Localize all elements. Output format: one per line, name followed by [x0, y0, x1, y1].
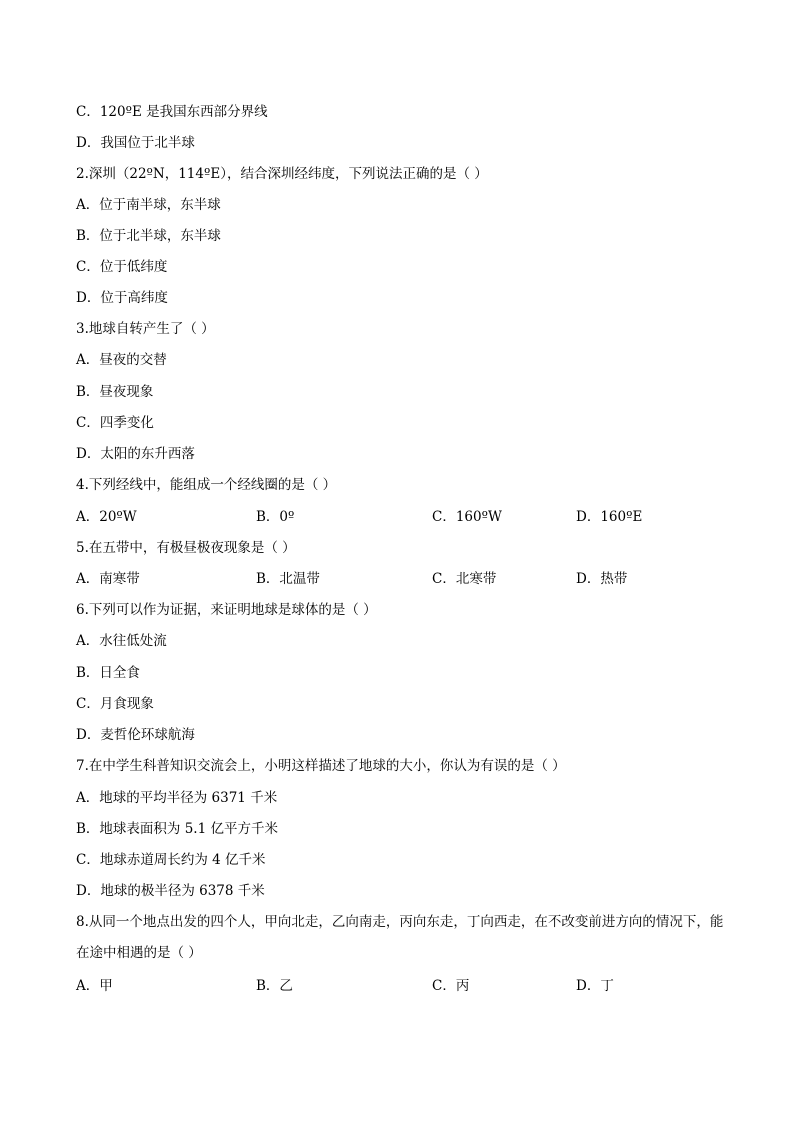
- q1-option-d: D．我国位于北半球: [76, 135, 195, 151]
- q8-option-a: A．甲: [76, 978, 113, 994]
- q4-option-c: C．160ºW: [432, 509, 502, 525]
- q8-option-d: D．丁: [576, 978, 614, 994]
- q3-option-a: A．昼夜的交替: [76, 352, 167, 368]
- q6-option-b: B．日全食: [76, 665, 140, 681]
- question-3: 3.地球自转产生了（ ）: [76, 321, 215, 337]
- q8-option-c: C．丙: [432, 978, 470, 994]
- question-5: 5.在五带中，有极昼极夜现象是（ ）: [76, 540, 296, 556]
- q4-option-a: A．20ºW: [76, 509, 137, 525]
- q7-option-d: D．地球的极半径为 6378 千米: [76, 883, 265, 899]
- q5-option-c: C．北寒带: [432, 571, 497, 587]
- q6-option-c: C．月食现象: [76, 696, 154, 712]
- q2-option-a: A．位于南半球，东半球: [76, 197, 221, 213]
- q5-option-b: B．北温带: [256, 571, 320, 587]
- q7-option-b: B．地球表面积为 5.1 亿平方千米: [76, 821, 278, 837]
- q8-option-b: B．乙: [256, 978, 293, 994]
- q5-option-a: A．南寒带: [76, 571, 140, 587]
- q6-option-d: D．麦哲伦环球航海: [76, 727, 195, 743]
- q3-option-b: B．昼夜现象: [76, 384, 154, 400]
- q3-option-d: D．太阳的东升西落: [76, 446, 195, 462]
- q5-options: [76, 569, 736, 589]
- q6-option-a: A．水往低处流: [76, 633, 167, 649]
- q4-option-d: D．160ºE: [576, 509, 643, 525]
- q8-options: [76, 976, 736, 996]
- question-2: 2.深圳（22ºN，114ºE），结合深圳经纬度，下列说法正确的是（ ）: [76, 166, 488, 182]
- q5-option-d: D．热带: [576, 571, 628, 587]
- q3-option-c: C．四季变化: [76, 415, 154, 431]
- q4-options: [76, 507, 736, 527]
- q7-option-c: C．地球赤道周长约为 4 亿千米: [76, 852, 266, 868]
- q2-option-c: C．位于低纬度: [76, 259, 168, 275]
- question-7: 7.在中学生科普知识交流会上，小明这样描述了地球的大小，你认为有误的是（ ）: [76, 758, 566, 774]
- q4-option-b: B．0º: [256, 509, 295, 525]
- question-8: 8.从同一个地点出发的四个人，甲向北走，乙向南走，丙向东走，丁向西走，在不改变前进方向的情况下，能在途中相遇的是（ ）: [76, 914, 724, 961]
- question-4: 4.下列经线中，能组成一个经线圈的是（ ）: [76, 477, 337, 493]
- q2-option-d: D．位于高纬度: [76, 290, 168, 306]
- q2-option-b: B．位于北半球，东半球: [76, 228, 221, 244]
- q1-option-c: C．120ºE 是我国东西部分界线: [76, 104, 268, 120]
- q7-option-a: A．地球的平均半径为 6371 千米: [76, 790, 278, 806]
- question-6: 6.下列可以作为证据，来证明地球是球体的是（ ）: [76, 602, 377, 618]
